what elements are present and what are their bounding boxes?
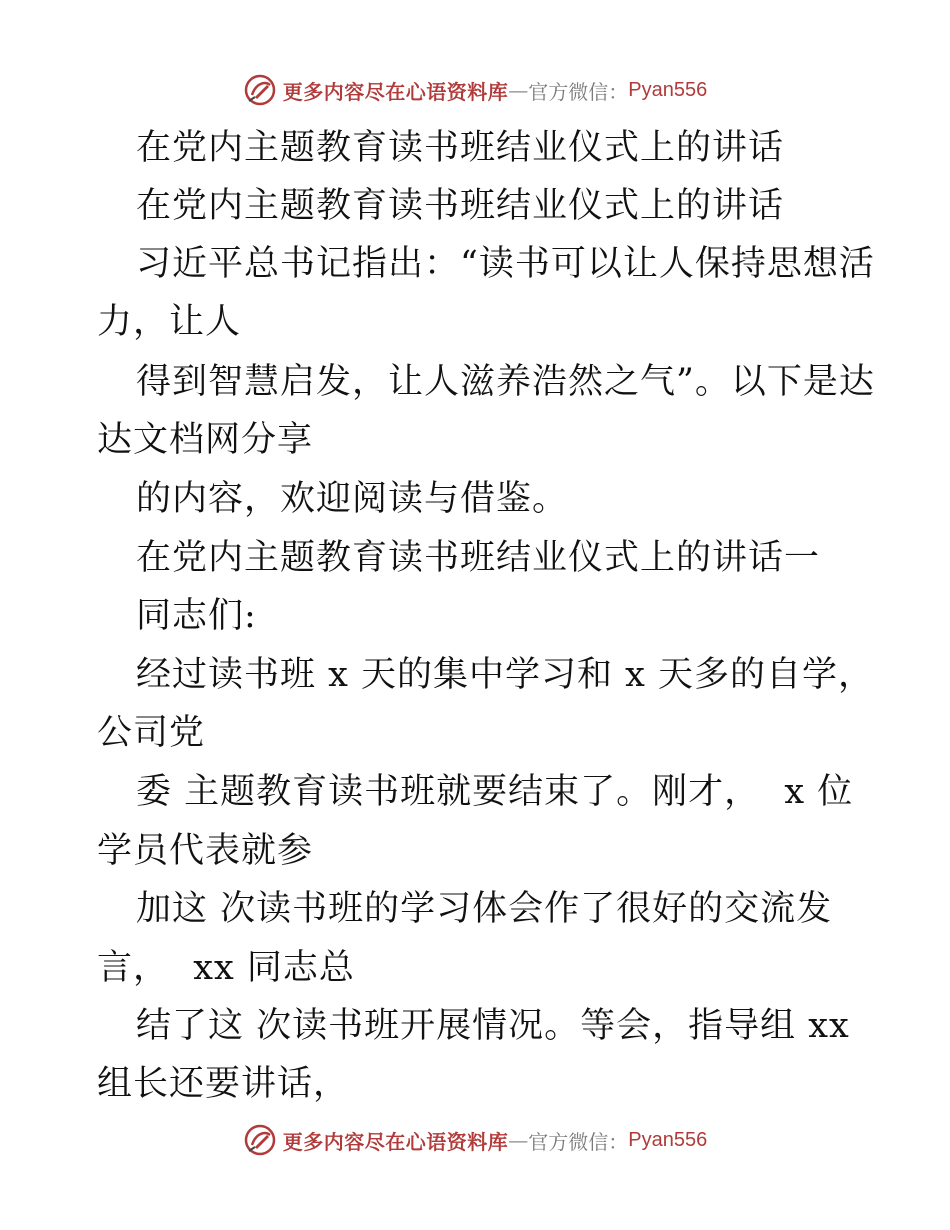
paragraph-line: 的内容，欢迎阅读与借鉴。 xyxy=(136,479,569,519)
paragraph-line: 委 主题教育读书班就要结束了。刚才， x 位 xyxy=(136,772,854,812)
watermark-wechat-label: 官方微信： xyxy=(528,79,629,104)
doc-title-line-repeat: 在党内主题教育读书班结业仪式上的讲话 xyxy=(136,186,785,226)
watermark-dash: — xyxy=(508,1128,529,1152)
paragraph-line: 力，让人 xyxy=(97,302,242,342)
paragraph-line: 公司党 xyxy=(97,713,206,753)
watermark-brand-text: 更多内容尽在心语资料库 xyxy=(282,79,509,104)
watermark-dash: — xyxy=(508,78,529,102)
watermark-wechat-id: Pyan556 xyxy=(628,78,708,101)
brand-logo-icon xyxy=(243,73,277,107)
brand-logo-icon xyxy=(243,1123,277,1157)
watermark-wechat-label: 官方微信： xyxy=(528,1129,629,1154)
paragraph-line: 达文档网分享 xyxy=(97,420,314,460)
watermark-brand-text: 更多内容尽在心语资料库 xyxy=(282,1129,509,1154)
paragraph-line: 经过读书班 x 天的集中学习和 x 天多的自学， xyxy=(136,655,874,695)
paragraph-line: 学员代表就参 xyxy=(97,831,314,871)
paragraph-line: 加这 次读书班的学习体会作了很好的交流发 xyxy=(136,889,833,929)
watermark-wechat-id: Pyan556 xyxy=(628,1128,708,1151)
header-watermark-banner xyxy=(0,70,950,110)
paragraph-line: 习近平总书记指出：“读书可以让人保持思想活 xyxy=(136,244,875,284)
footer-watermark-banner xyxy=(0,1120,950,1160)
section-heading-line: 在党内主题教育读书班结业仪式上的讲话一 xyxy=(136,538,821,578)
salutation-line: 同志们: xyxy=(136,596,257,636)
paragraph-line: 结了这 次读书班开展情况。等会，指导组 xx xyxy=(136,1006,850,1046)
paragraph-line: 组长还要讲话， xyxy=(97,1064,350,1104)
paragraph-line: 言， xx 同志总 xyxy=(97,948,355,988)
paragraph-line: 得到智慧启发，让人滋养浩然之气”。以下是达 xyxy=(136,362,875,402)
doc-title-line: 在党内主题教育读书班结业仪式上的讲话 xyxy=(136,128,785,168)
